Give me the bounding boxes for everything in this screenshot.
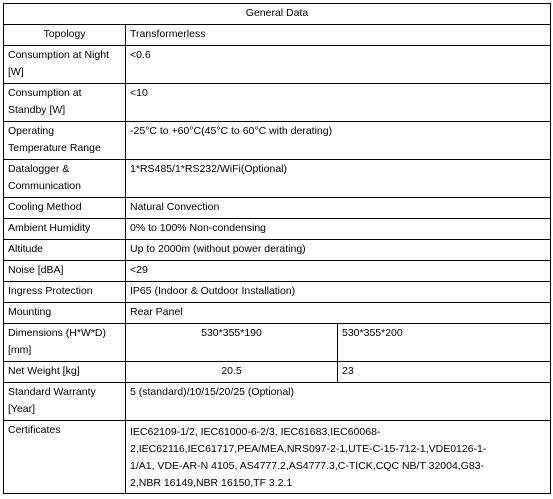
row-value-mounting: Rear Panel	[126, 302, 551, 323]
cert-line: IEC62109-1/2, IEC61000-6-2/3, IEC61683,IEC60068-	[130, 425, 381, 438]
row-label-altitude: Altitude	[4, 239, 126, 260]
row-label-cooling: Cooling Method	[4, 197, 126, 218]
label-line: [mm]	[8, 344, 32, 356]
row-value-operating-temp: -25°C to +60°C(45°C to 60°C with derating)	[126, 121, 551, 159]
label-line: [W]	[8, 66, 24, 78]
label-line: Consumption at Night	[8, 48, 109, 61]
table-row	[4, 302, 551, 323]
label-line: Communication	[8, 180, 81, 192]
label-line: Temperature Range	[8, 142, 101, 154]
row-value-net-weight-b: 23	[338, 361, 551, 382]
row-value-certificates	[126, 420, 551, 493]
row-label-topology: Topology	[4, 24, 126, 45]
row-value-noise: <29	[126, 260, 551, 281]
row-value-dimensions-a: 530*355*190	[126, 323, 338, 361]
row-value-humidity: 0% to 100% Non-condensing	[126, 218, 551, 239]
row-value-dimensions-b: 530*355*200	[338, 323, 551, 361]
label-line: Dimensions (H*W*D)	[8, 326, 107, 339]
row-label-noise: Noise [dBA]	[4, 260, 126, 281]
label-line: Consumption at	[8, 86, 82, 99]
table-title-row	[4, 4, 551, 25]
row-label-consumption-standby	[4, 83, 126, 121]
row-label-warranty	[4, 382, 126, 420]
row-value-cooling: Natural Convection	[126, 197, 551, 218]
row-label-humidity: Ambient Humidity	[4, 218, 126, 239]
cert-line: 2,NBR 16149,NBR 16150,TF 3.2.1	[130, 476, 293, 489]
table-row	[4, 361, 551, 382]
label-line: Datalogger &	[8, 162, 70, 175]
table-row	[4, 121, 551, 159]
row-label-ingress: Ingress Protection	[4, 281, 126, 302]
row-value-consumption-night: <0.6	[126, 45, 551, 83]
row-label-certificates: Certificates	[4, 420, 126, 493]
table-row	[4, 420, 551, 493]
row-label-datalogger	[4, 159, 126, 197]
row-label-dimensions	[4, 323, 126, 361]
cert-line: 1/A1, VDE-AR-N 4105, AS4777.2,AS4777.3,C-TICK,CQC NB/T 32004,G83-	[130, 459, 485, 472]
table-title: General Data	[4, 4, 551, 25]
table-row	[4, 218, 551, 239]
table-row	[4, 382, 551, 420]
table-row	[4, 159, 551, 197]
row-label-operating-temp	[4, 121, 126, 159]
table-row	[4, 197, 551, 218]
row-label-net-weight: Net Weight [kg]	[4, 361, 126, 382]
table-row	[4, 45, 551, 83]
label-line: [Year]	[8, 403, 36, 415]
row-label-consumption-night	[4, 45, 126, 83]
cert-line: 2,IEC62116,IEC61717,PEA/MEA,NRS097-2-1,UTE-C-15-712-1,VDE0126-1-	[130, 442, 487, 455]
general-data-table	[3, 3, 551, 494]
row-value-net-weight-a: 20.5	[126, 361, 338, 382]
table-row	[4, 24, 551, 45]
row-value-altitude: Up to 2000m (without power derating)	[126, 239, 551, 260]
table-row	[4, 83, 551, 121]
row-value-consumption-standby: <10	[126, 83, 551, 121]
row-label-mounting: Mounting	[4, 302, 126, 323]
table-row	[4, 281, 551, 302]
row-value-warranty: 5 (standard)/10/15/20/25 (Optional)	[126, 382, 551, 420]
label-line: Operating	[8, 124, 55, 137]
row-value-topology: Transformerless	[126, 24, 551, 45]
label-line: Standby [W]	[8, 104, 66, 116]
label-line: Standard Warranty	[8, 385, 96, 398]
table-row	[4, 260, 551, 281]
table-row	[4, 239, 551, 260]
table-row	[4, 323, 551, 361]
row-value-ingress: IP65 (Indoor & Outdoor Installation)	[126, 281, 551, 302]
row-value-datalogger: 1*RS485/1*RS232/WiFi(Optional)	[126, 159, 551, 197]
